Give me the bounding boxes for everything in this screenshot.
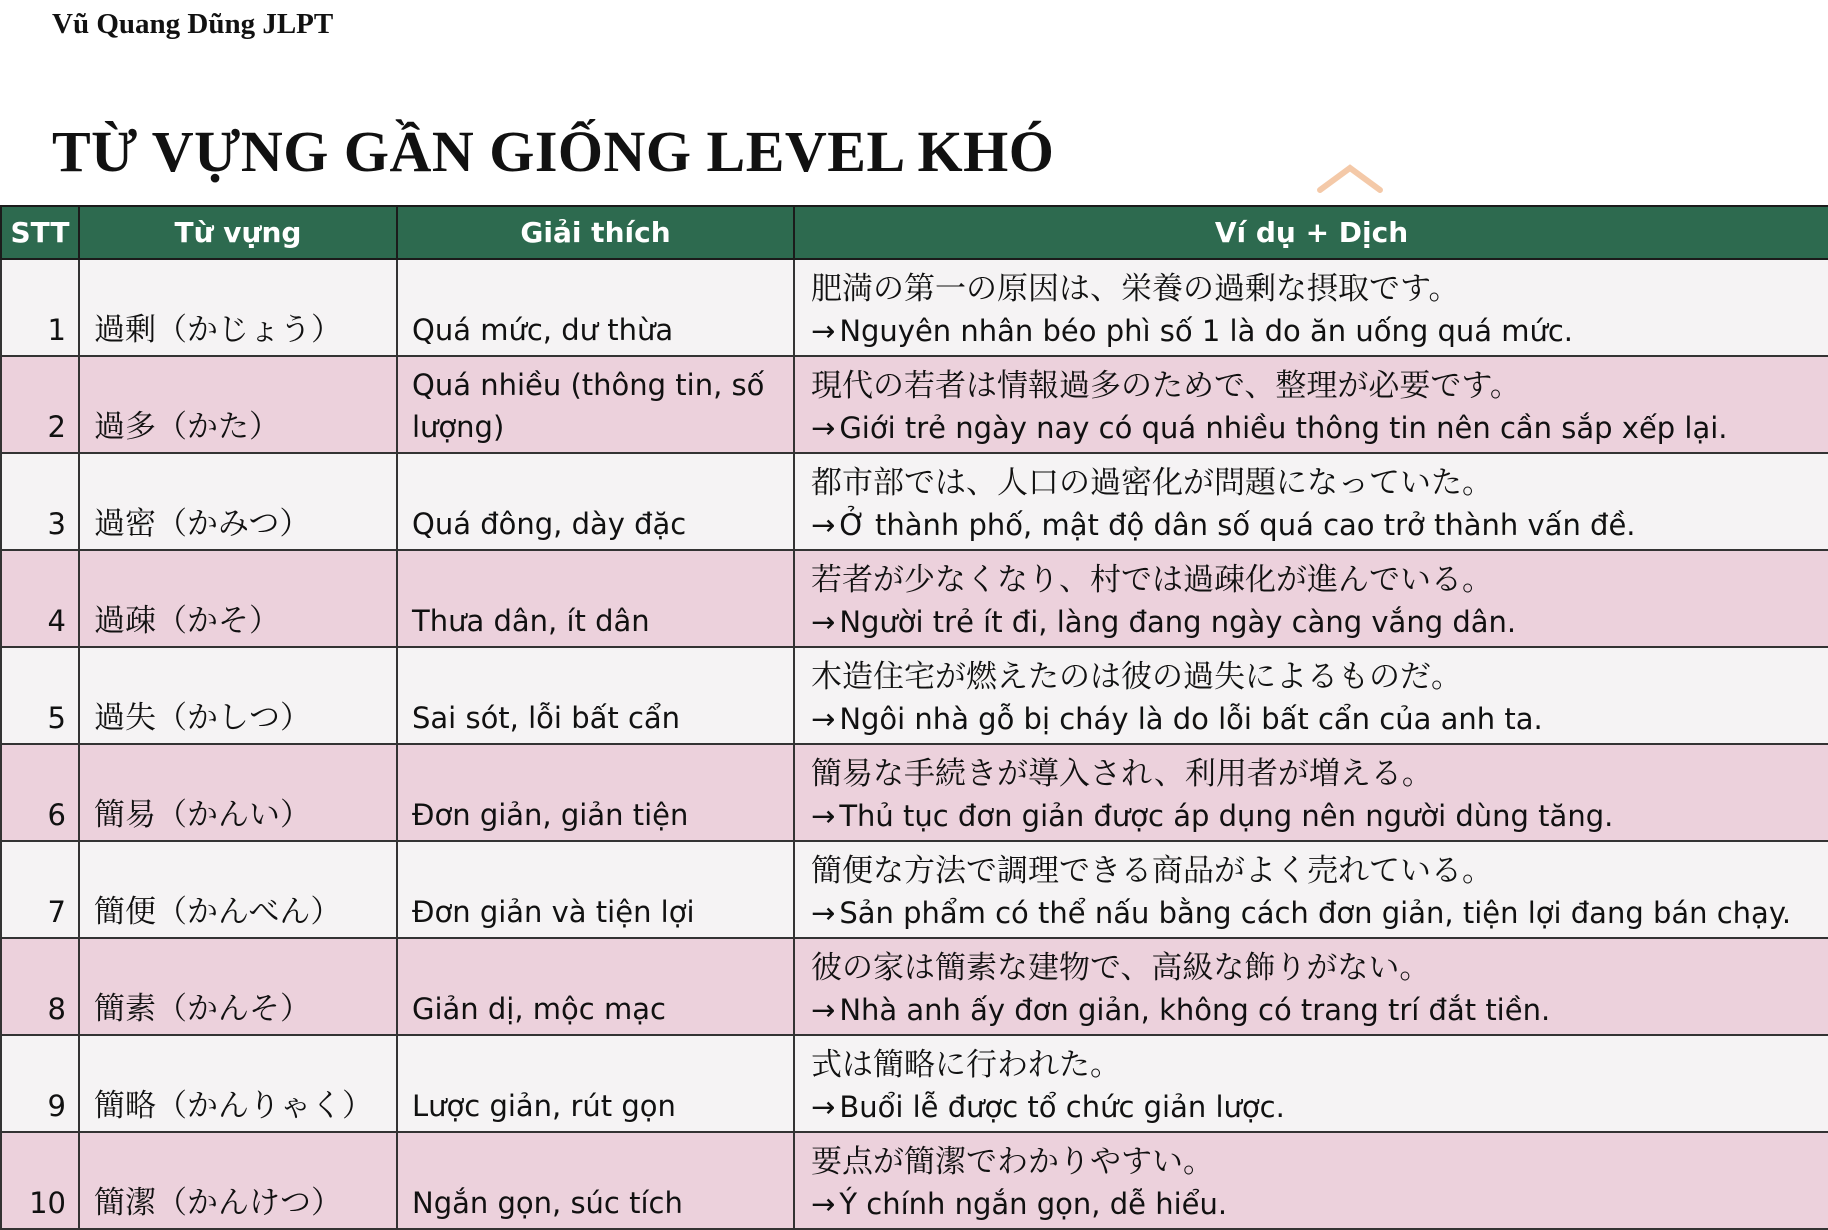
example-translation — [811, 408, 1828, 448]
example-cell — [794, 453, 1828, 550]
vocab-meaning: Đơn giản và tiện lợi — [397, 841, 794, 938]
row-number: 2 — [1, 356, 79, 453]
header-vocabulary: Từ vựng — [79, 206, 397, 259]
vocab-word: 過多（かた） — [79, 356, 397, 453]
arrow-icon: → — [811, 799, 836, 833]
row-number: 3 — [1, 453, 79, 550]
table-row — [1, 1132, 1828, 1229]
example-cell — [794, 744, 1828, 841]
translation-text: Ngôi nhà gỗ bị cháy là do lỗi bất cẩn của anh ta. — [839, 702, 1543, 736]
example-translation — [811, 1184, 1828, 1224]
row-number: 1 — [1, 259, 79, 356]
row-number: 8 — [1, 938, 79, 1035]
row-number: 5 — [1, 647, 79, 744]
table-row — [1, 550, 1828, 647]
vocab-word: 過密（かみつ） — [79, 453, 397, 550]
example-translation — [811, 311, 1828, 351]
translation-text: Nguyên nhân béo phì số 1 là do ăn uống quá mức. — [839, 314, 1574, 348]
example-cell — [794, 259, 1828, 356]
vocab-word: 過失（かしつ） — [79, 647, 397, 744]
page-title: TỪ VỰNG GẦN GIỐNG LEVEL KHÓ — [52, 119, 1055, 184]
table-header-row — [1, 206, 1828, 259]
row-number: 9 — [1, 1035, 79, 1132]
arrow-icon: → — [811, 605, 836, 639]
example-translation — [811, 699, 1828, 739]
example-translation — [811, 602, 1828, 642]
arrow-icon: → — [811, 896, 836, 930]
example-japanese: 要点が簡潔でわかりやすい。 — [811, 1144, 1214, 1180]
translation-text: Thủ tục đơn giản được áp dụng nên người dùng tăng. — [839, 799, 1614, 833]
translation-text: Người trẻ ít đi, làng đang ngày càng vắng dân. — [839, 605, 1517, 639]
arrow-icon: → — [811, 993, 836, 1027]
author-name: Vũ Quang Dũng JLPT — [52, 8, 334, 40]
row-number: 10 — [1, 1132, 79, 1229]
arrow-icon: → — [811, 508, 836, 542]
vocab-meaning: Quá mức, dư thừa — [397, 259, 794, 356]
vocab-word: 簡潔（かんけつ） — [79, 1132, 397, 1229]
example-translation — [811, 893, 1828, 933]
example-cell — [794, 550, 1828, 647]
header-explanation: Giải thích — [397, 206, 794, 259]
vocab-word: 簡便（かんべん） — [79, 841, 397, 938]
example-japanese: 肥満の第一の原因は、栄養の過剰な摂取です。 — [811, 271, 1460, 307]
example-translation — [811, 505, 1828, 545]
translation-text: Nhà anh ấy đơn giản, không có trang trí đắt tiền. — [839, 993, 1551, 1027]
table-row — [1, 938, 1828, 1035]
vocab-word: 簡素（かんそ） — [79, 938, 397, 1035]
example-japanese: 都市部では、人口の過密化が問題になっていた。 — [811, 465, 1493, 501]
example-japanese: 彼の家は簡素な建物で、高級な飾りがない。 — [811, 950, 1431, 986]
vocab-meaning: Ngắn gọn, súc tích — [397, 1132, 794, 1229]
example-translation — [811, 1087, 1828, 1127]
translation-text: Buổi lễ được tổ chức giản lược. — [839, 1090, 1285, 1124]
vocab-word: 簡略（かんりゃく） — [79, 1035, 397, 1132]
vocab-word: 過疎（かそ） — [79, 550, 397, 647]
row-number: 4 — [1, 550, 79, 647]
row-number: 7 — [1, 841, 79, 938]
translation-text: Ý chính ngắn gọn, dễ hiểu. — [839, 1187, 1228, 1221]
vocab-meaning: Lược giản, rút gọn — [397, 1035, 794, 1132]
header-stt: STT — [1, 206, 79, 259]
vocab-word: 簡易（かんい） — [79, 744, 397, 841]
table-row — [1, 453, 1828, 550]
example-japanese: 若者が少なくなり、村では過疎化が進んでいる。 — [811, 562, 1493, 598]
vocab-meaning: Sai sót, lỗi bất cẩn — [397, 647, 794, 744]
vocab-meaning: Giản dị, mộc mạc — [397, 938, 794, 1035]
vocab-meaning: Quá nhiều (thông tin, số lượng) — [397, 356, 794, 453]
table-row — [1, 841, 1828, 938]
arrow-icon: → — [811, 314, 836, 348]
arrow-icon: → — [811, 702, 836, 736]
table-row — [1, 744, 1828, 841]
example-translation — [811, 990, 1828, 1030]
example-translation — [811, 796, 1828, 836]
example-japanese: 簡便な方法で調理できる商品がよく売れている。 — [811, 853, 1493, 889]
translation-text: Sản phẩm có thể nấu bằng cách đơn giản, tiện lợi đang bán chạy. — [839, 896, 1792, 930]
watermark-logo — [1310, 160, 1390, 200]
table-row — [1, 259, 1828, 356]
example-cell — [794, 841, 1828, 938]
arrow-icon: → — [811, 411, 836, 445]
translation-text: Giới trẻ ngày nay có quá nhiều thông tin nên cần sắp xếp lại. — [839, 411, 1728, 445]
example-cell — [794, 1035, 1828, 1132]
example-japanese: 式は簡略に行われた。 — [811, 1047, 1121, 1083]
example-cell — [794, 356, 1828, 453]
arrow-icon: → — [811, 1187, 836, 1221]
vocab-meaning: Đơn giản, giản tiện — [397, 744, 794, 841]
example-japanese: 簡易な手続きが導入され、利用者が増える。 — [811, 756, 1433, 792]
table-row — [1, 356, 1828, 453]
vocabulary-table — [0, 205, 1828, 1230]
example-cell — [794, 938, 1828, 1035]
table-row — [1, 1035, 1828, 1132]
example-japanese: 木造住宅が燃えたのは彼の過失によるものだ。 — [811, 659, 1462, 695]
translation-text: Ở thành phố, mật độ dân số quá cao trở thành vấn đề. — [839, 508, 1636, 542]
vocab-meaning: Quá đông, dày đặc — [397, 453, 794, 550]
arrow-icon: → — [811, 1090, 836, 1124]
example-japanese: 現代の若者は情報過多のためで、整理が必要です。 — [811, 368, 1521, 404]
vocab-word: 過剰（かじょう） — [79, 259, 397, 356]
row-number: 6 — [1, 744, 79, 841]
header-example: Ví dụ + Dịch — [794, 206, 1828, 259]
vocab-meaning: Thưa dân, ít dân — [397, 550, 794, 647]
example-cell — [794, 647, 1828, 744]
table-row — [1, 647, 1828, 744]
example-cell — [794, 1132, 1828, 1229]
